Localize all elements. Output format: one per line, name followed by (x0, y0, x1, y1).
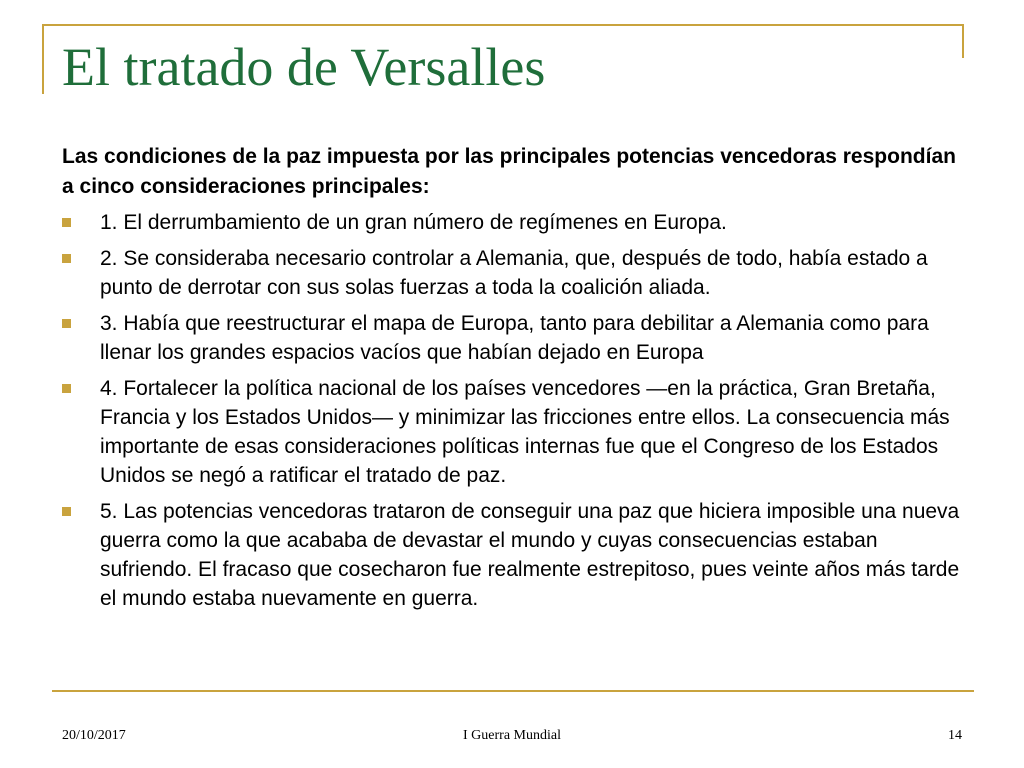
frame-top-line (42, 24, 964, 26)
point-text: 5. Las potencias vencedoras trataron de conseguir una paz que hiciera imposible una nueva guerra como la que acababa de devastar el mundo y cuyas consecuencias estaban sufriendo. El fracaso que cosecharon fue realmente estrepitoso, pues veinte años más tarde el mundo estaba nuevamente en guerra. (100, 500, 960, 610)
list-item (62, 374, 962, 490)
footer-date: 20/10/2017 (62, 728, 126, 743)
square-bullet-icon (62, 507, 71, 516)
slide-title: El tratado de Versalles (62, 37, 546, 97)
point-text: 1. El derrumbamiento de un gran número de regímenes en Europa. (100, 211, 727, 234)
points-list (62, 208, 962, 613)
square-bullet-icon (62, 384, 71, 393)
slide-content (62, 142, 962, 620)
list-item (62, 244, 962, 302)
page-number: 14 (948, 728, 962, 743)
list-item (62, 497, 962, 613)
footer-title: I Guerra Mundial (463, 728, 561, 743)
intro-text: Las condiciones de la paz impuesta por las principales potencias vencedoras respondían a cinco consideraciones principales: (62, 145, 956, 198)
square-bullet-icon (62, 319, 71, 328)
list-item (62, 309, 962, 367)
point-text: 3. Había que reestructurar el mapa de Europa, tanto para debilitar a Alemania como para llenar los grandes espacios vacíos que habían dejado en Europa (100, 312, 929, 364)
square-bullet-icon (62, 254, 71, 263)
frame-bottom-line (52, 690, 974, 692)
frame-left-line (42, 24, 44, 94)
frame-top-right-line (962, 24, 964, 58)
point-text: 2. Se consideraba necesario controlar a Alemania, que, después de todo, había estado a punto de derrotar con sus solas fuerzas a toda la coalición aliada. (100, 247, 928, 299)
point-text: 4. Fortalecer la política nacional de los países vencedores —en la práctica, Gran Bretaña, Francia y los Estados Unidos— y minimizar las fricciones entre ellos. La consecuencia más importante de esas consideraciones políticas internas fue que el Congreso de los Estados Unidos se negó a ratificar el tratado de paz. (100, 377, 950, 487)
square-bullet-icon (62, 218, 71, 227)
list-item (62, 208, 962, 237)
